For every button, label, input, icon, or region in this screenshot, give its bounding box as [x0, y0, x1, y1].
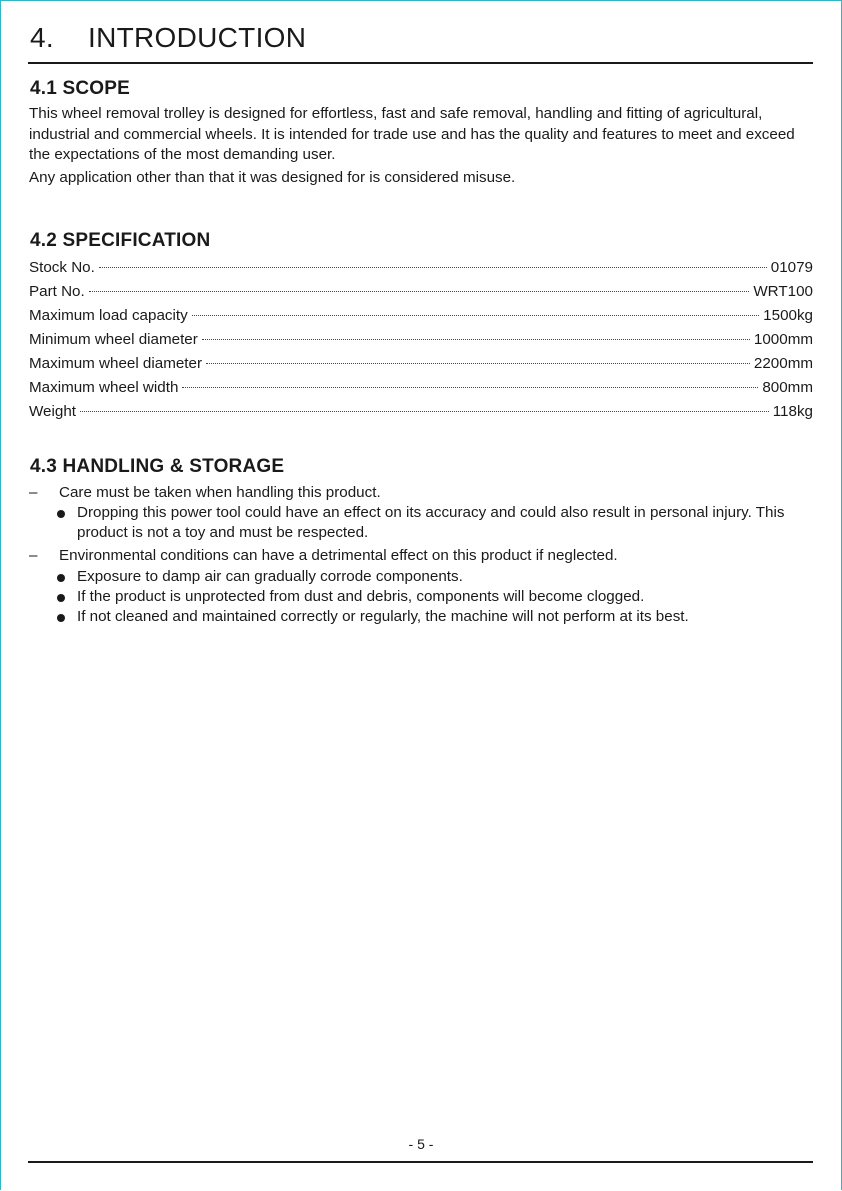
spec-value: 118kg [772, 403, 813, 420]
bullet-item [55, 503, 800, 543]
chapter-heading [30, 22, 306, 54]
dash-marker: – [29, 547, 38, 564]
leader-dots [99, 267, 767, 268]
scope-paragraph-2: Any application other than that it was designed for is considered misuse. [29, 169, 516, 186]
spec-label: Stock No. [29, 259, 95, 276]
leader-dots [80, 411, 769, 412]
spec-value: 800mm [762, 379, 813, 396]
spec-row [29, 376, 813, 400]
leader-dots [206, 363, 750, 364]
spec-value: 1500kg [763, 307, 813, 324]
bullet-text: If not cleaned and maintained correctly or regularly, the machine will not perform at its best. [77, 608, 689, 625]
leader-dots [89, 291, 750, 292]
spec-value: 01079 [770, 259, 813, 276]
spec-row [29, 328, 813, 352]
bullet-text: If the product is unprotected from dust and debris, components will become clogged. [77, 588, 645, 605]
bullet-item [55, 587, 800, 607]
footer-rule [28, 1161, 813, 1163]
list-item-text: Care must be taken when handling this product. [59, 484, 381, 501]
chapter-number: 4. [30, 22, 54, 53]
leader-dots [192, 315, 759, 316]
spec-row [29, 280, 813, 304]
spec-value: WRT100 [753, 283, 813, 300]
spec-label: Maximum wheel diameter [29, 355, 203, 372]
bullet-icon [57, 614, 65, 622]
list-item-text: Environmental conditions can have a detrimental effect on this product if neglected. [59, 547, 618, 564]
chapter-title: INTRODUCTION [88, 22, 307, 53]
leader-dots [182, 387, 758, 388]
spec-row [29, 256, 813, 280]
bullet-icon [57, 594, 65, 602]
specification-table [29, 256, 813, 424]
spec-label: Maximum wheel width [29, 379, 179, 396]
spec-value: 1000mm [753, 331, 813, 348]
spec-label: Maximum load capacity [29, 307, 188, 324]
spec-row [29, 352, 813, 376]
spec-row [29, 304, 813, 328]
header-rule [28, 62, 813, 64]
bullet-item [55, 607, 800, 627]
dash-marker: – [29, 484, 38, 501]
section-title-specification: 4.2 SPECIFICATION [30, 230, 211, 251]
page-number: - 5 - [408, 1136, 434, 1152]
bullet-icon [57, 574, 65, 582]
bullet-icon [57, 510, 65, 518]
section-title-scope: 4.1 SCOPE [30, 78, 131, 99]
bullet-text: Dropping this power tool could have an effect on its accuracy and could also result in personal injury. This product is not a toy and must be respected. [77, 504, 785, 541]
section-title-handling: 4.3 HANDLING & STORAGE [30, 456, 285, 477]
leader-dots [202, 339, 750, 340]
bullet-text: Exposure to damp air can gradually corrode components. [77, 568, 463, 585]
spec-value: 2200mm [753, 355, 813, 372]
spec-label: Part No. [29, 283, 85, 300]
spec-label: Weight [29, 403, 76, 420]
spec-label: Minimum wheel diameter [29, 331, 198, 348]
bullet-item [55, 567, 800, 587]
scope-paragraph-1: This wheel removal trolley is designed for effortless, fast and safe removal, handling and fitting of agricultural, industrial and commercial wheels. It is intended for trade use and has the quality and features to meet and exceed the expectations of the most demanding user. [29, 105, 795, 163]
spec-row [29, 400, 813, 424]
